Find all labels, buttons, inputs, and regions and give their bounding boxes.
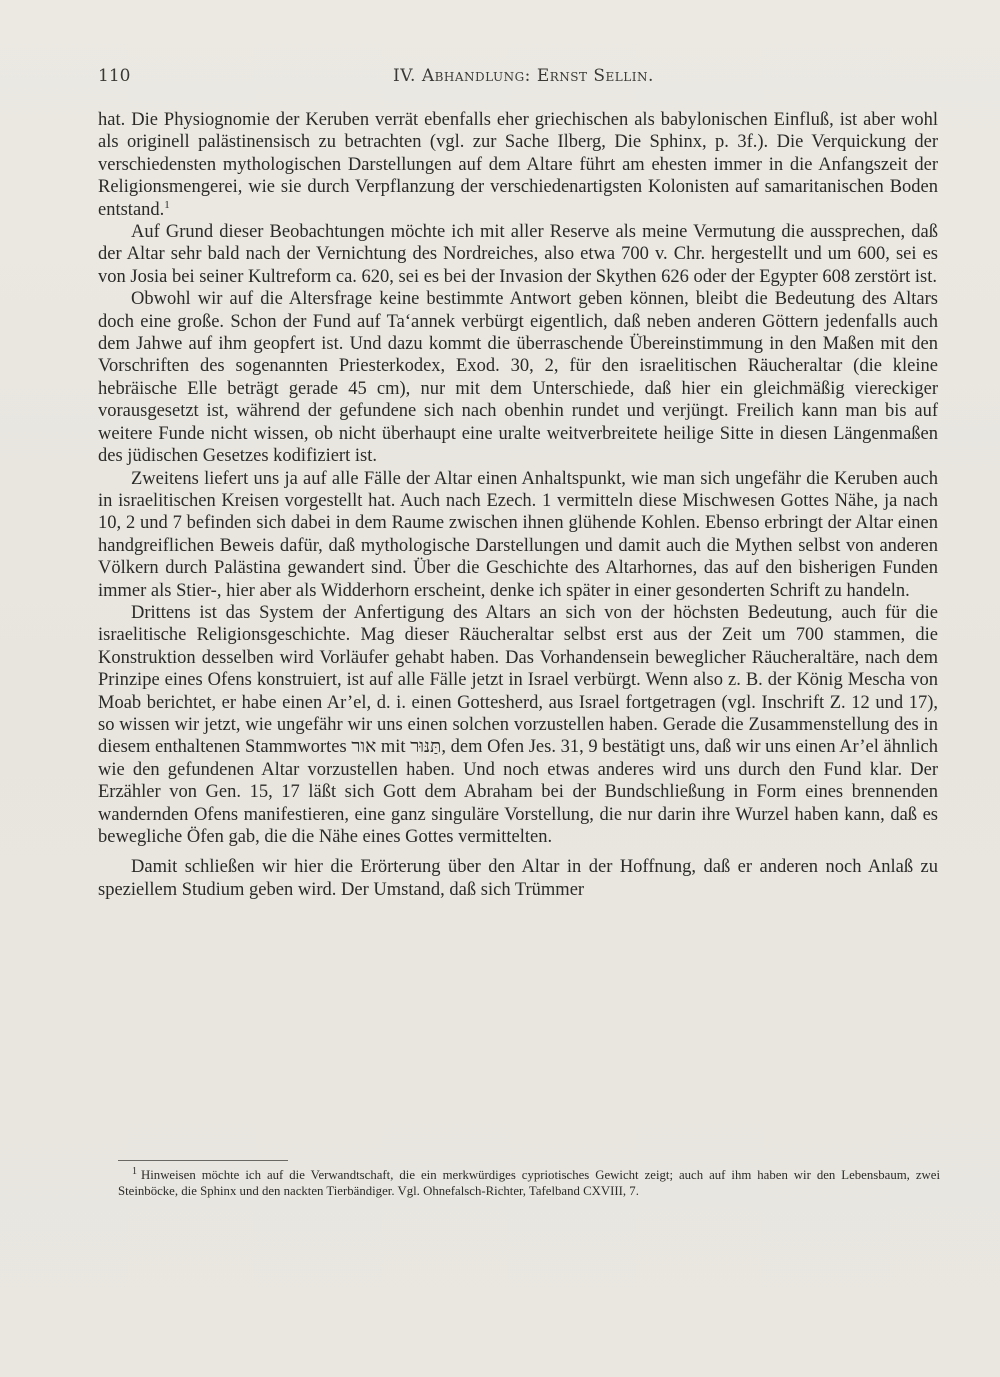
paragraph-5: Drittens ist das System der Anfertigung des Altars an sich von der höchsten Bedeutung, auch für die israelitische Religionsgeschichte. Mag dieser Räucheraltar selbst erst aus der Zeit um 700 stammen, die Konstruktion desselben wird Vorläufer gehabt haben. Das Vorhandensein beweglicher Räucheraltäre, nach dem Prinzipe eines Ofens konstruiert, ist auf alle Fälle jetzt in Israel verbürgt. Wenn also z. B. der König Mescha von Moab berichtet, er habe einen Ar’el, d. i. einen Gottesherd, aus Israel fortgetragen (vgl. Inschrift Z. 12 und 17), so wissen wir jetzt, wie ungefähr wir uns einen solchen vorzustellen haben. Gerade die Zusammenstellung des in diesem enthaltenen Stammwortes אור mit תַּנּוּר, dem Ofen Jes. 31, 9 bestätigt uns, daß wir uns einen Ar’el ähnlich wie den gefundenen Altar vorzustellen haben. Und noch etwas anderes wird uns durch den Fund klar. Der Erzähler von Gen. 15, 17 läßt sich Gott dem Abraham bei der Bundschließung in Form eines brennenden wandernden Ofens manifestieren, eine ganz singuläre Vorstellung, die nur darin ihre Wurzel haben kann, daß es bewegliche Öfen gab, die die Nähe eines Gottes vermittelten. [98, 602, 938, 847]
footnote [118, 1165, 940, 1199]
footnote-text: Hinweisen möchte ich auf die Verwandtschaft, die ein merkwürdiges cypriotisches Gewicht zeigt; auch auf ihm haben wir den Lebensbaum, zwei Steinböcke, die Sphinx und den nackten Tierbändiger. Vgl. Ohnefalsch-Richter, Tafelband CXVIII, 7. [118, 1168, 940, 1198]
paragraph-4: Zweitens liefert uns ja auf alle Fälle der Altar einen Anhaltspunkt, wie man sich ungefähr die Keruben auch in israelitischen Kreisen vorgestellt hat. Auch nach Ezech. 1 vermitteln diese Mischwesen Gottes Nähe, ja nach 10, 2 und 7 befinden sich dabei in dem Raume zwischen ihnen glühende Kohlen. Ebenso erbringt der Altar einen handgreiflichen Beweis dafür, daß mythologische Darstellungen und damit auch die Mythen selbst von anderen Völkern durch Palästina gewandert sind. Über die Geschichte des Altarhornes, das auf den bisherigen Funden immer als Stier-, hier aber als Widderhorn erscheint, denke ich später in einer gesonderten Schrift zu handeln. [98, 468, 938, 601]
running-head-title: IV. Abhandlung: Ernst Sellin. [393, 66, 654, 86]
running-head [98, 66, 938, 90]
paragraph-2: Auf Grund dieser Beobachtungen möchte ich mit aller Reserve als meine Vermutung die aussprechen, daß der Altar sehr bald nach der Vernichtung des Nordreiches, also etwa 700 v. Chr. hergestellt und um 600, sei es von Josia bei seiner Kultreform ca. 620, sei es bei der Invasion der Skythen 626 oder der Egypter 608 zerstört ist. [98, 222, 938, 287]
page-number: 110 [98, 66, 131, 86]
paragraph-6: Damit schließen wir hier die Erörterung über den Altar in der Hoffnung, daß er anderen noch Anlaß zu speziellem Studium geben wird. Der Umstand, daß sich Trümmer [98, 857, 938, 900]
paragraph-3: Obwohl wir auf die Altersfrage keine bestimmte Antwort geben können, bleibt die Bedeutung des Altars doch eine große. Schon der Fund auf Ta‘annek verbürgt eigentlich, daß neben anderen Göttern jedenfalls auch dem Jahwe auf ihm geopfert ist. Und dazu kommt die überraschende Übereinstimmung in den Maßen mit den Vorschriften des sogenannten Priesterkodex, Exod. 30, 2, für den israelitischen Räucheraltar (die kleine hebräische Elle beträgt gerade 45 cm), nur mit dem Unterschiede, daß hier ein gleichmäßig viereckiger vorausgesetzt ist, während der gefundene sich nach obenhin rundet und verjüngt. Freilich kann man bis auf weitere Funde nicht wissen, ob nicht überhaupt eine uralte weitverbreitete heilige Sitte in diesen Längenmaßen des jüdischen Gesetzes kodifiziert ist. [98, 289, 938, 467]
footnote-marker: 1 [132, 1165, 137, 1177]
body-text [98, 109, 938, 901]
footnote-reference: 1 [164, 198, 170, 211]
paragraph-1-text: hat. Die Physiognomie der Keruben verrät ebenfalls eher griechischen als babylonischen Einfluß, ist aber wohl als originell palästinensisch zu betrachten (vgl. zur Sache Ilberg, Die Sphinx, p. 3f.). Die Verquickung der verschiedensten mythologischen Darstellungen auf dem Altare führt am ehesten immer in die Anfangszeit der Religionsmengerei, wie sie durch Verpflanzung der verschiedenartigsten Kolonisten auf samaritanischen Boden entstand. [98, 110, 938, 220]
footnote-divider [118, 1160, 288, 1161]
paragraph-1 [98, 109, 938, 221]
